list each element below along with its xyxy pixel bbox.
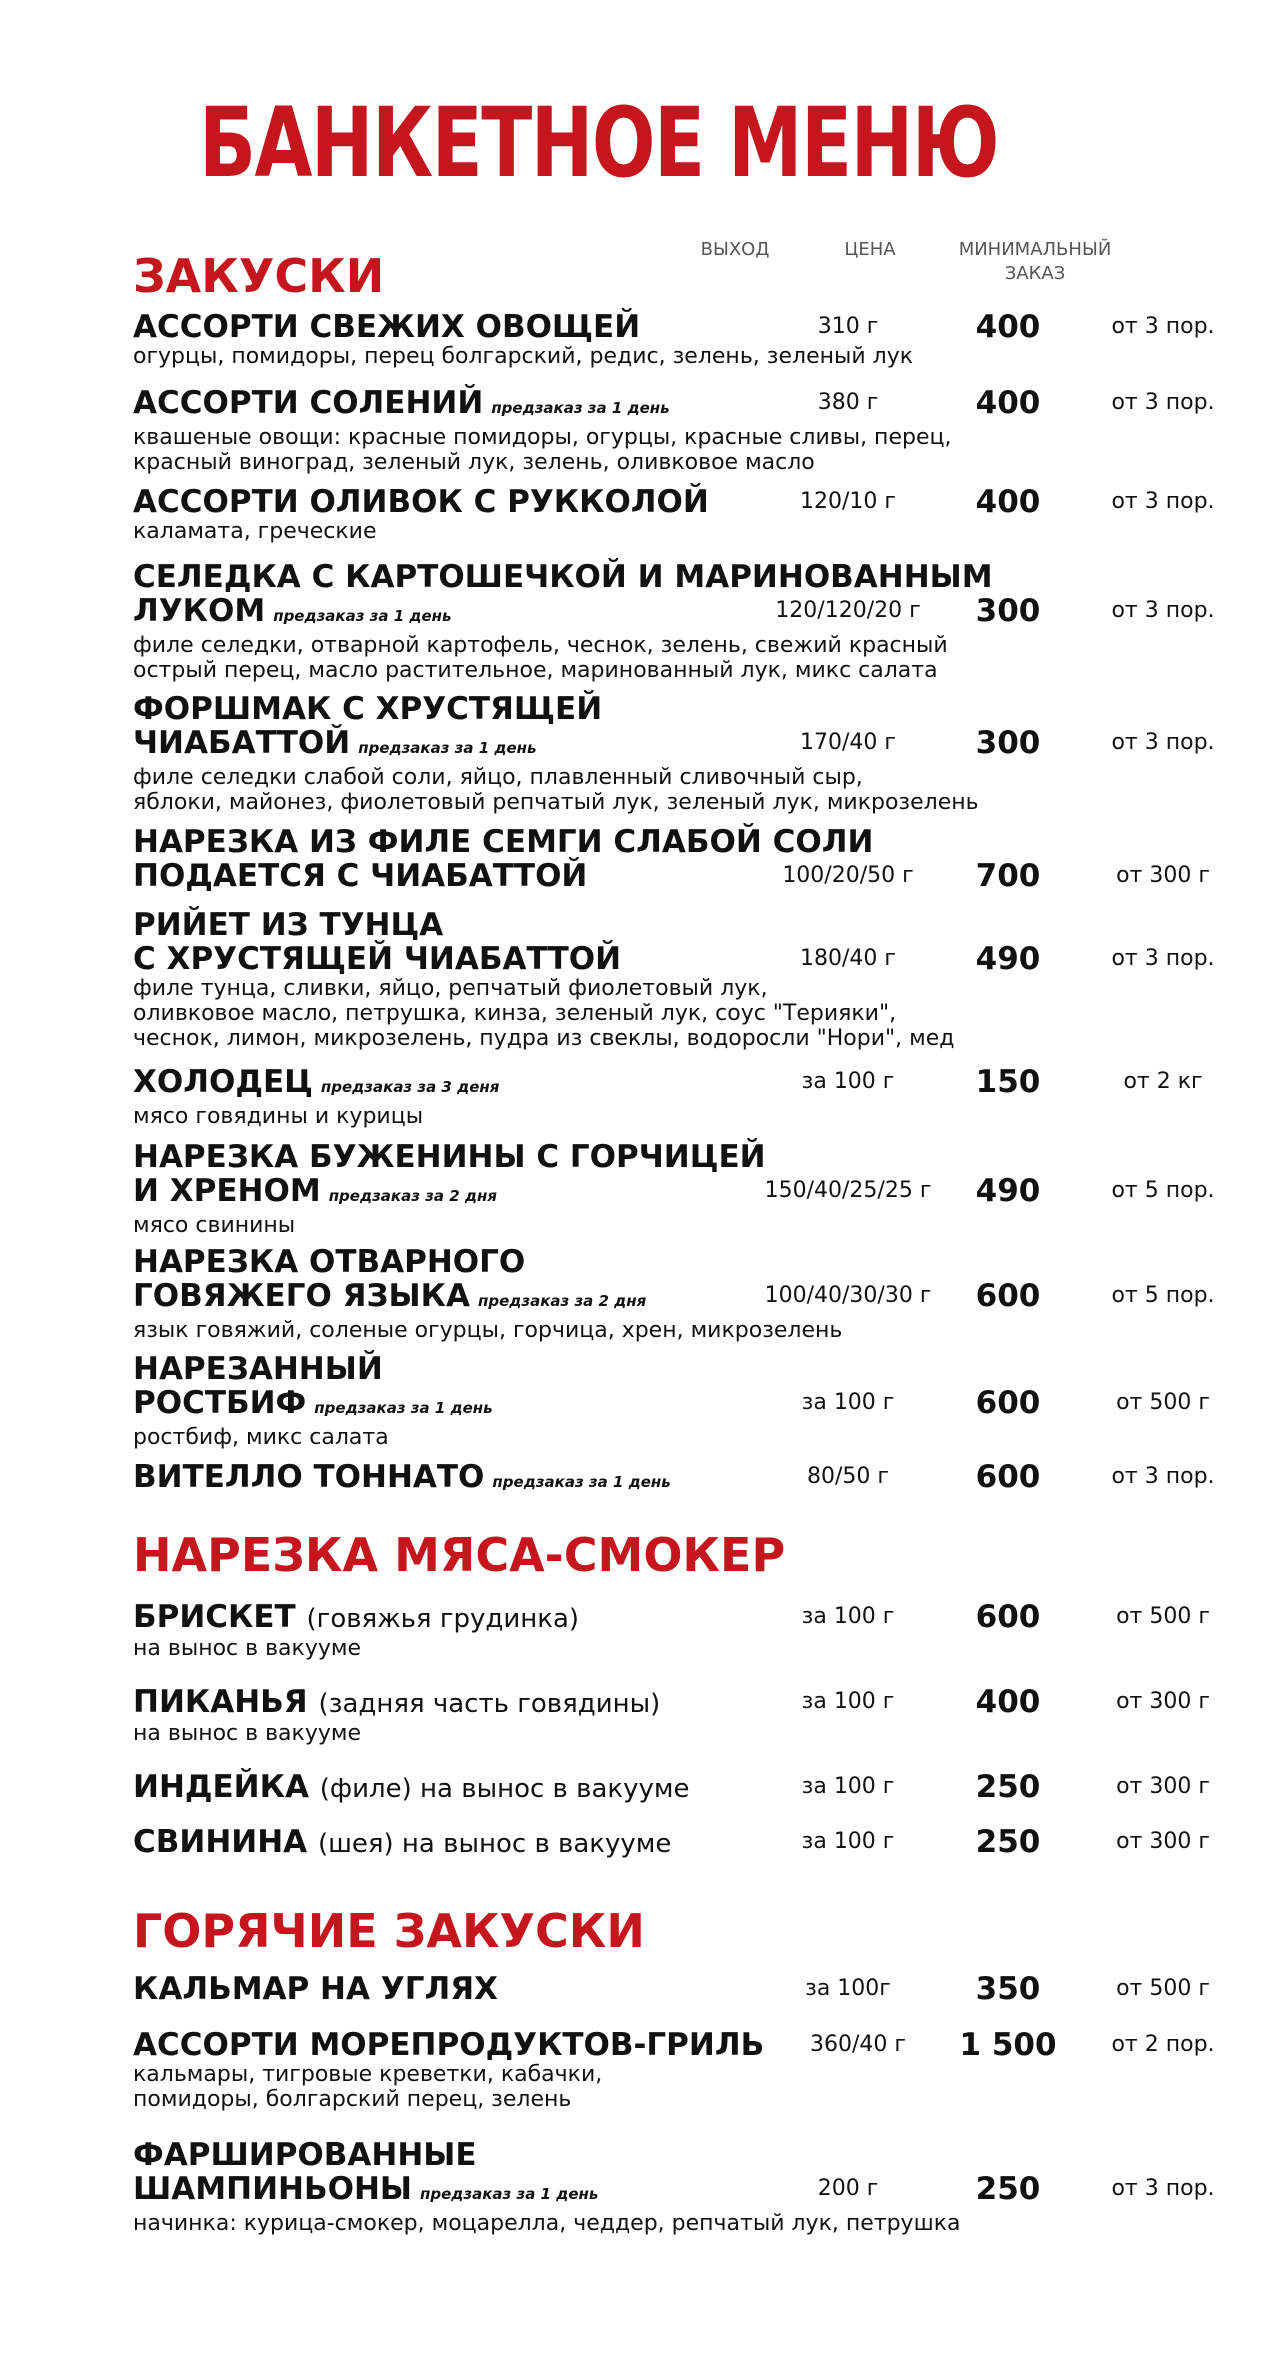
item-min-order: от 300 г	[1116, 863, 1210, 888]
item-name: СВИНИНА (шея) на вынос в вакууме	[133, 1824, 672, 1860]
item-name: АССОРТИ СВЕЖИХ ОВОЩЕЙ	[133, 309, 641, 345]
preorder-note: предзаказ за 1 день	[273, 607, 452, 625]
menu-item	[133, 2137, 1215, 2236]
item-description: филе селедки слабой соли, яйцо, плавленный сливочный сыр,	[133, 765, 863, 790]
item-price: 600	[975, 1385, 1041, 1421]
item-weight: 310 г	[817, 314, 879, 339]
item-min-order: от 3 пор.	[1111, 1464, 1215, 1489]
menu-item	[133, 1459, 1215, 1499]
item-price: 600	[975, 1599, 1041, 1635]
item-weight: 360/40 г	[810, 2032, 906, 2057]
item-price: 400	[975, 309, 1041, 345]
section-title-hot: ГОРЯЧИЕ ЗАКУСКИ	[133, 1904, 645, 1958]
menu-item	[133, 824, 1210, 894]
item-price: 490	[975, 941, 1041, 977]
item-weight: за 100г	[805, 1976, 891, 2001]
item-min-order: от 5 пор.	[1111, 1283, 1215, 1308]
item-note: (говяжья грудинка)	[306, 1604, 580, 1634]
section-title-cold: ЗАКУСКИ	[133, 249, 385, 303]
item-name: И ХРЕНОМ предзаказ за 2 дня	[133, 1173, 497, 1209]
item-description: ростбиф, микс салата	[133, 1425, 389, 1450]
item-name: НАРЕЗКА БУЖЕНИНЫ С ГОРЧИЦЕЙ	[133, 1139, 766, 1175]
item-name: ФАРШИРОВАННЫЕ	[133, 2137, 477, 2173]
item-description: филе селедки, отварной картофель, чеснок, зелень, свежий красный	[133, 633, 948, 658]
menu-item	[133, 691, 1215, 815]
item-description: яблоки, майонез, фиолетовый репчатый лук, зеленый лук, микрозелень	[133, 790, 979, 815]
column-header-weight: ВЫХОД	[700, 239, 770, 260]
item-description: огурцы, помидоры, перец болгарский, редис, зелень, зеленый лук	[133, 344, 914, 369]
item-min-order: от 500 г	[1116, 1604, 1210, 1629]
preorder-note: предзаказ за 1 день	[358, 739, 537, 757]
menu-item	[133, 309, 1215, 369]
preorder-note: предзаказ за 3 деня	[320, 1078, 500, 1096]
item-description: оливковое масло, петрушка, кинза, зеленый лук, соус "Терияки",	[133, 1001, 897, 1026]
item-name: ШАМПИНЬОНЫ предзаказ за 1 день	[133, 2171, 599, 2207]
item-weight: за 100 г	[801, 1774, 895, 1799]
section-title-smoker: НАРЕЗКА МЯСА-СМОКЕР	[133, 1528, 786, 1582]
item-description: мясо говядины и курицы	[133, 1104, 424, 1129]
item-description: чеснок, лимон, микрозелень, пудра из свеклы, водоросли "Нори", мед	[133, 1026, 955, 1051]
menu-item	[133, 559, 1215, 683]
menu-item	[133, 907, 1215, 1051]
item-weight: за 100 г	[801, 1069, 895, 1094]
column-header-price: ЦЕНА	[844, 239, 896, 260]
page-title: БАНКЕТНОЕ МЕНЮ	[198, 87, 999, 199]
item-name: ИНДЕЙКА (филе) на вынос в вакууме	[133, 1769, 690, 1805]
item-name: НАРЕЗКА ИЗ ФИЛЕ СЕМГИ СЛАБОЙ СОЛИ	[133, 824, 874, 860]
item-price: 150	[975, 1064, 1041, 1100]
item-description: на вынос в вакууме	[133, 1721, 361, 1746]
preorder-note: предзаказ за 2 дня	[477, 1292, 647, 1310]
item-weight: 380 г	[817, 390, 879, 415]
preorder-note: предзаказ за 1 день	[492, 1473, 671, 1491]
preorder-note: предзаказ за 2 дня	[328, 1187, 497, 1205]
item-min-order: от 3 пор.	[1111, 390, 1215, 415]
item-min-order: от 3 пор.	[1111, 2176, 1215, 2201]
menu-item	[133, 1064, 1203, 1129]
item-weight: за 100 г	[801, 1604, 895, 1629]
item-weight: 180/40 г	[800, 946, 896, 971]
item-name: ФОРШМАК С ХРУСТЯЩЕЙ	[133, 691, 603, 727]
item-price: 350	[975, 1971, 1041, 2007]
item-description: красный виноград, зеленый лук, зелень, оливковое масло	[133, 450, 815, 475]
item-weight: 80/50 г	[807, 1464, 889, 1489]
item-price: 600	[975, 1459, 1041, 1495]
item-note: (филе) на вынос в вакууме	[319, 1774, 690, 1804]
menu-item	[133, 1244, 1215, 1343]
item-name: ПИКАНЬЯ (задняя часть говядины)	[133, 1684, 661, 1720]
item-name: АССОРТИ СОЛЕНИЙ предзаказ за 1 день	[133, 385, 670, 421]
item-weight: 120/120/20 г	[775, 598, 921, 623]
item-min-order: от 500 г	[1116, 1976, 1210, 2001]
item-name: ЛУКОМ предзаказ за 1 день	[133, 593, 452, 629]
item-price: 250	[975, 2171, 1041, 2207]
item-price: 700	[975, 858, 1041, 894]
menu-item	[133, 1351, 1210, 1450]
item-description: филе тунца, сливки, яйцо, репчатый фиолетовый лук,	[133, 976, 768, 1001]
menu-item	[133, 1824, 1210, 1861]
menu-item	[133, 1769, 1210, 1806]
item-min-order: от 3 пор.	[1111, 314, 1215, 339]
item-min-order: от 300 г	[1116, 1829, 1210, 1854]
menu-item	[133, 1599, 1210, 1661]
item-name: ЧИАБАТТОЙ предзаказ за 1 день	[133, 725, 537, 761]
item-name: РИЙЕТ ИЗ ТУНЦА	[133, 907, 444, 943]
item-description: кальмары, тигровые креветки, кабачки,	[133, 2062, 603, 2087]
item-description: язык говяжий, соленые огурцы, горчица, хрен, микрозелень	[133, 1318, 843, 1343]
item-weight: 200 г	[817, 2176, 879, 2201]
menu-item	[133, 1684, 1210, 1746]
item-min-order: от 500 г	[1116, 1390, 1210, 1415]
item-description: на вынос в вакууме	[133, 1636, 361, 1661]
preorder-note: предзаказ за 1 день	[314, 1399, 493, 1417]
item-weight: за 100 г	[801, 1689, 895, 1714]
item-weight: 120/10 г	[800, 489, 896, 514]
item-name: АССОРТИ ОЛИВОК С РУККОЛОЙ	[133, 484, 709, 520]
item-description: начинка: курица-смокер, моцарелла, чеддер, репчатый лук, петрушка	[133, 2211, 961, 2236]
item-price: 300	[975, 593, 1041, 629]
item-name: БРИСКЕТ (говяжья грудинка)	[133, 1599, 580, 1635]
menu-item	[133, 2027, 1215, 2112]
item-name: РОСТБИФ предзаказ за 1 день	[133, 1385, 493, 1421]
item-weight: за 100 г	[801, 1829, 895, 1854]
item-min-order: от 3 пор.	[1111, 946, 1215, 971]
menu-item	[133, 1971, 1210, 2007]
item-weight: 100/20/50 г	[782, 863, 914, 888]
item-note: (шея) на вынос в вакууме	[317, 1829, 672, 1859]
item-note: (задняя часть говядины)	[318, 1689, 661, 1719]
item-weight: 170/40 г	[800, 730, 896, 755]
item-price: 1 500	[959, 2027, 1057, 2063]
item-min-order: от 300 г	[1116, 1774, 1210, 1799]
preorder-note: предзаказ за 1 день	[420, 2185, 599, 2203]
item-description: помидоры, болгарский перец, зелень	[133, 2087, 572, 2112]
item-price: 600	[975, 1278, 1041, 1314]
item-name: НАРЕЗАННЫЙ	[133, 1351, 383, 1387]
item-min-order: от 5 пор.	[1111, 1178, 1215, 1203]
item-description: квашеные овощи: красные помидоры, огурцы, красные сливы, перец,	[133, 425, 952, 450]
item-name: ХОЛОДЕЦ предзаказ за 3 деня	[133, 1064, 500, 1100]
item-name: ПОДАЕТСЯ С ЧИАБАТТОЙ	[133, 858, 588, 894]
item-min-order: от 3 пор.	[1111, 598, 1215, 623]
item-price: 400	[975, 385, 1041, 421]
item-price: 250	[975, 1769, 1041, 1805]
item-price: 300	[975, 725, 1041, 761]
item-name: СЕЛЕДКА С КАРТОШЕЧКОЙ И МАРИНОВАННЫМ	[133, 559, 993, 595]
item-min-order: от 3 пор.	[1111, 489, 1215, 514]
item-min-order: от 2 пор.	[1111, 2032, 1215, 2057]
item-name: С ХРУСТЯЩЕЙ ЧИАБАТТОЙ	[133, 941, 622, 977]
item-price: 400	[975, 1684, 1041, 1720]
item-price: 400	[975, 484, 1041, 520]
item-description: мясо свинины	[133, 1213, 296, 1238]
column-header-min-order: МИНИМАЛЬНЫЙ ЗАКАЗ	[958, 239, 1112, 284]
preorder-note: предзаказ за 1 день	[491, 399, 670, 417]
item-weight: 100/40/30/30 г	[764, 1283, 932, 1308]
item-name: ГОВЯЖЕГО ЯЗЫКА предзаказ за 2 дня	[133, 1278, 647, 1314]
menu-item	[133, 385, 1215, 475]
item-name: ВИТЕЛЛО ТОННАТО предзаказ за 1 день	[133, 1459, 671, 1495]
item-price: 250	[975, 1824, 1041, 1860]
item-price: 490	[975, 1173, 1041, 1209]
item-weight: за 100 г	[801, 1390, 895, 1415]
menu-item	[133, 1139, 1215, 1238]
item-name: АССОРТИ МОРЕПРОДУКТОВ-ГРИЛЬ	[133, 2027, 765, 2063]
item-weight: 150/40/25/25 г	[764, 1178, 932, 1203]
item-min-order: от 300 г	[1116, 1689, 1210, 1714]
item-description: каламата, греческие	[133, 519, 377, 544]
item-description: острый перец, масло растительное, маринованный лук, микс салата	[133, 658, 938, 683]
item-min-order: от 3 пор.	[1111, 730, 1215, 755]
menu-item	[133, 484, 1215, 544]
item-name: НАРЕЗКА ОТВАРНОГО	[133, 1244, 526, 1280]
item-min-order: от 2 кг	[1123, 1069, 1203, 1094]
item-name: КАЛЬМАР НА УГЛЯХ	[133, 1971, 498, 2007]
